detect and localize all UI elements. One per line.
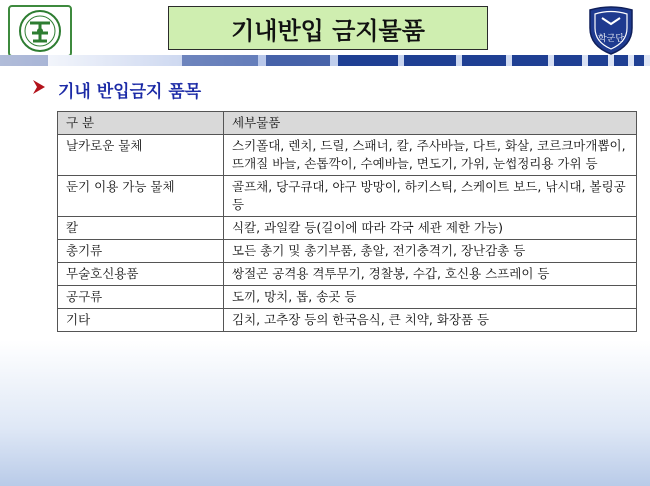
table-row [58,286,637,309]
right-logo-text: 학군단 [597,34,625,44]
details-cell: 모든 총기 및 총기부품, 총알, 전기충격기, 장난감총 등 [224,240,637,263]
details-cell: 스키폴대, 렌치, 드릴, 스패너, 칼, 주사바늘, 다트, 화살, 코르크마개뽑이, 뜨개질 바늘, 손톱깍이, 수예바늘, 면도기, 가위, 눈썹정리용 가위 등 [224,135,637,176]
red-arrow-bullet-icon [30,78,58,100]
slide-title: 기내반입 금지물품 [168,6,488,50]
details-cell: 도끼, 망치, 톱, 송곳 등 [224,286,637,309]
section-heading [30,78,201,100]
table-row [58,135,637,176]
table-header-row [58,112,637,135]
details-cell: 식칼, 과일칼 등(길이에 따라 각국 세관 제한 가능) [224,217,637,240]
details-cell: 쌍절곤 공격용 격투무기, 경찰봉, 수갑, 호신용 스프레이 등 [224,263,637,286]
university-emblem-icon [8,5,72,57]
category-cell: 무술호신용품 [58,263,224,286]
header-category: 구 분 [58,112,224,135]
table-row [58,309,637,332]
table-row [58,217,637,240]
category-cell: 기타 [58,309,224,332]
prohibited-items-table [57,111,637,332]
category-cell: 칼 [58,217,224,240]
category-cell: 둔기 이용 가능 물체 [58,176,224,217]
header-details: 세부물품 [224,112,637,135]
table-row [58,240,637,263]
section-heading-text: 기내 반입금지 품목 [58,81,202,102]
details-cell: 김치, 고추장 등의 한국음식, 큰 치약, 화장품 등 [224,309,637,332]
category-cell: 총기류 [58,240,224,263]
decorative-band [0,55,650,66]
category-cell: 날카로운 물체 [58,135,224,176]
details-cell: 골프채, 당구큐대, 야구 방망이, 하키스틱, 스케이트 보드, 낚시대, 볼링공 등 [224,176,637,217]
table-row [58,176,637,217]
category-cell: 공구류 [58,286,224,309]
rotc-shield-icon [584,4,638,56]
table-row [58,263,637,286]
